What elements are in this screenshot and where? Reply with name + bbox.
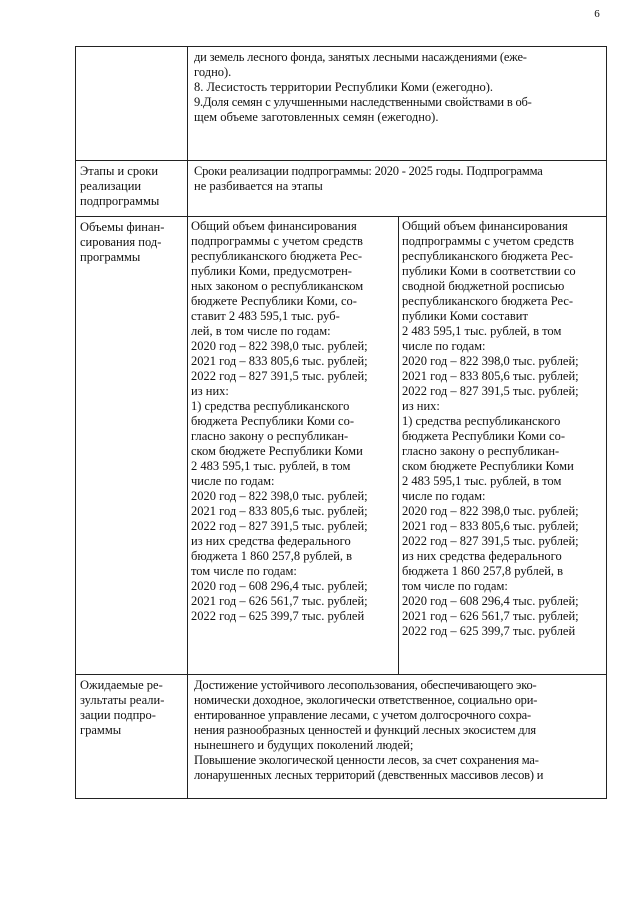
financing-line: республиканского бюджета Рес- (191, 249, 363, 263)
table-row (76, 47, 607, 161)
financing-line: республиканского бюджета Рес- (402, 249, 574, 263)
financing-line: ставит 2 483 595,1 тыс. руб- (191, 309, 340, 323)
financing-line: числе по годам: (402, 339, 486, 353)
financing-line: публики Коми составит (402, 309, 528, 323)
label-line: зации подпро- (80, 708, 156, 722)
results-cell (188, 675, 607, 799)
financing-line: из них: (191, 384, 229, 398)
financing-line: гласно закону о республикан- (191, 429, 349, 443)
indicators-cell (188, 47, 607, 161)
label-line: реализации (80, 179, 142, 193)
text-line: лонарушенных лесных территорий (девственных массивов лесов) и (194, 768, 544, 782)
financing-line: 2 483 595,1 тыс. рублей, в том (402, 474, 562, 488)
financing-line: публики Коми, предусмотрен- (191, 264, 352, 278)
financing-line: подпрограммы с учетом средств (402, 234, 574, 248)
label-line: Этапы и сроки (80, 164, 159, 178)
text-line: номически доходное, экологически ответственное, социально ори- (194, 693, 538, 707)
label-line: граммы (80, 723, 122, 737)
financing-line: 2021 год – 626 561,7 тыс. рублей; (402, 609, 579, 623)
financing-line: 2021 год – 833 805,6 тыс. рублей; (191, 504, 368, 518)
financing-line: 2020 год – 822 398,0 тыс. рублей; (191, 339, 368, 353)
financing-line: том числе по годам: (402, 579, 508, 593)
financing-line: публики Коми в соответствии со (402, 264, 576, 278)
financing-line: 1) средства республиканского (191, 399, 350, 413)
financing-line: числе по годам: (402, 489, 486, 503)
financing-line: ском бюджете Республики Коми (191, 444, 363, 458)
row-label-empty (76, 47, 188, 161)
financing-line: бюджета 1 860 257,8 рублей, в (191, 549, 353, 563)
financing-line: 2022 год – 827 391,5 тыс. рублей; (191, 519, 368, 533)
financing-line: гласно закону о республикан- (402, 444, 560, 458)
financing-line: из них средства федерального (402, 549, 562, 563)
financing-line: бюджете Республики Коми, со- (191, 294, 357, 308)
label-line: Ожидаемые ре- (80, 678, 163, 692)
financing-line: лей, в том числе по годам: (191, 324, 331, 338)
text-line: нения разнообразных ценностей и функций лесных экосистем для (194, 723, 536, 737)
financing-line: том числе по годам: (191, 564, 297, 578)
financing-line: 2022 год – 625 399,7 тыс. рублей (191, 609, 365, 623)
financing-line: бюджета 1 860 257,8 рублей, в (402, 564, 564, 578)
text-line: годно). (194, 65, 232, 79)
label-line: зультаты реали- (80, 693, 165, 707)
label-line: сирования под- (80, 235, 162, 249)
label-line: подпрограммы (80, 194, 160, 208)
financing-line: 2020 год – 608 296,4 тыс. рублей; (402, 594, 579, 608)
financing-column-budget-list (399, 217, 607, 674)
financing-inner-table (188, 217, 606, 674)
financing-line: 2021 год – 626 561,7 тыс. рублей; (191, 594, 368, 608)
text-line: 8. Лесистость территории Республики Коми (ежегодно). (194, 80, 494, 94)
row-label-stages (76, 161, 188, 217)
table-row (76, 675, 607, 799)
financing-line: 2020 год – 822 398,0 тыс. рублей; (402, 354, 579, 368)
financing-line: 2022 год – 827 391,5 тыс. рублей; (402, 384, 579, 398)
financing-line: бюджета Республики Коми со- (402, 429, 565, 443)
financing-line: 2021 год – 833 805,6 тыс. рублей; (191, 354, 368, 368)
financing-line: числе по годам: (191, 474, 275, 488)
financing-line: 2 483 595,1 тыс. рублей, в том (191, 459, 351, 473)
financing-line: 2021 год – 833 805,6 тыс. рублей; (402, 369, 579, 383)
financing-line: 2021 год – 833 805,6 тыс. рублей; (402, 519, 579, 533)
financing-line: сводной бюджетной росписью (402, 279, 565, 293)
financing-column-law (188, 217, 399, 674)
table-row (76, 161, 607, 217)
table-row (76, 217, 607, 675)
label-line: Объемы финан- (80, 220, 165, 234)
page-number: 6 (594, 8, 600, 20)
text-line: не разбивается на этапы (194, 179, 323, 193)
financing-line: 2020 год – 822 398,0 тыс. рублей; (191, 489, 368, 503)
text-line: Повышение экологической ценности лесов, за счет сохранения ма- (194, 753, 539, 767)
text-line: ди земель лесного фонда, занятых лесными насаждениями (еже- (194, 50, 527, 64)
text-line: щем объеме заготовленных семян (ежегодно). (194, 110, 439, 124)
text-line: Достижение устойчивого лесопользования, обеспечивающего эко- (194, 678, 537, 692)
financing-line: Общий объем финансирования (191, 219, 357, 233)
text-line: 9.Доля семян с улучшенными наследственными свойствами в об- (194, 95, 532, 109)
financing-line: 2022 год – 827 391,5 тыс. рублей; (191, 369, 368, 383)
financing-line: бюджета Республики Коми со- (191, 414, 354, 428)
financing-line: республиканского бюджета Рес- (402, 294, 574, 308)
label-line: программы (80, 250, 141, 264)
row-label-financing (76, 217, 188, 675)
text-line: Сроки реализации подпрограммы: 2020 - 2025 годы. Подпрограмма (194, 164, 543, 178)
financing-line: 2 483 595,1 тыс. рублей, в том (402, 324, 562, 338)
stages-cell (188, 161, 607, 217)
financing-cell (188, 217, 607, 675)
row-label-results (76, 675, 188, 799)
financing-line: 2020 год – 822 398,0 тыс. рублей; (402, 504, 579, 518)
financing-line: из них: (402, 399, 440, 413)
financing-line: 1) средства республиканского (402, 414, 561, 428)
financing-line: 2020 год – 608 296,4 тыс. рублей; (191, 579, 368, 593)
financing-line: из них средства федерального (191, 534, 351, 548)
financing-line: 2022 год – 625 399,7 тыс. рублей (402, 624, 576, 638)
financing-line: Общий объем финансирования (402, 219, 568, 233)
financing-line: 2022 год – 827 391,5 тыс. рублей; (402, 534, 579, 548)
text-line: нынешнего и будущих поколений людей; (194, 738, 414, 752)
text-line: ентированное управление лесами, с учетом долгосрочного сохра- (194, 708, 531, 722)
financing-line: ском бюджете Республики Коми (402, 459, 574, 473)
passport-table (75, 46, 607, 799)
financing-line: подпрограммы с учетом средств (191, 234, 363, 248)
financing-line: ных законом о республиканском (191, 279, 364, 293)
